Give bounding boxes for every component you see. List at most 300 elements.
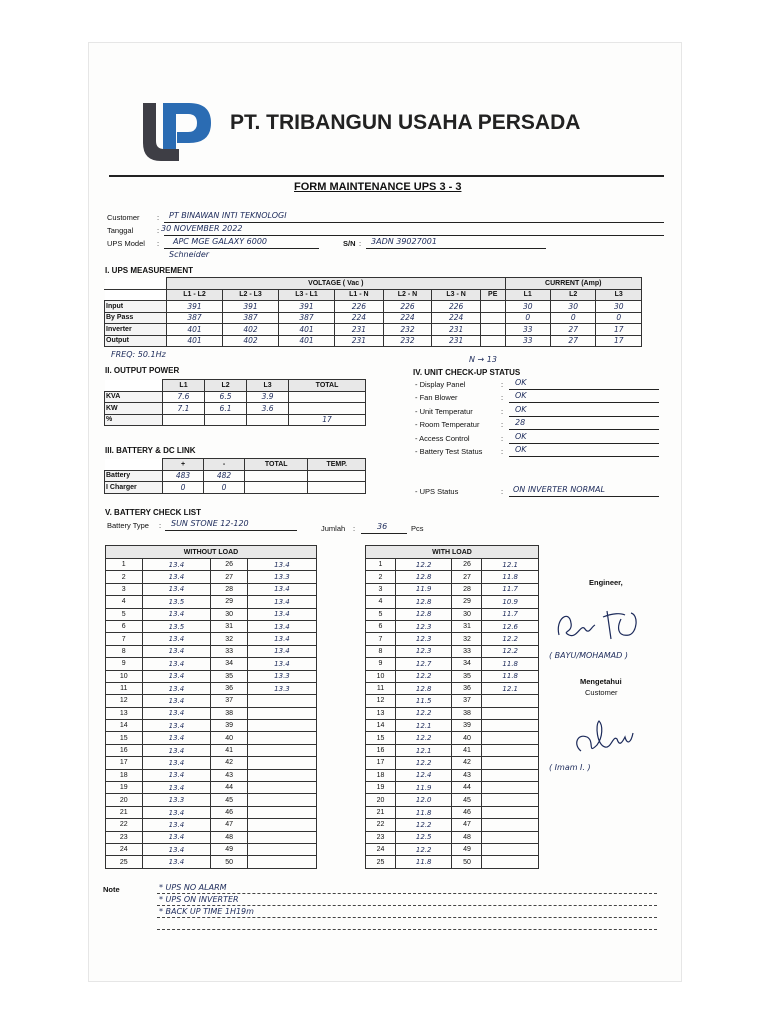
battery-number: 21 bbox=[106, 806, 143, 818]
battery-voltage: 13.4 bbox=[247, 608, 316, 620]
battery-voltage: 12.2 bbox=[395, 819, 452, 831]
check-item-label: - Display Panel bbox=[415, 380, 466, 389]
battery-number: 38 bbox=[211, 707, 248, 719]
battery-voltage bbox=[482, 806, 539, 818]
tanggal-value: 30 NOVEMBER 2022 bbox=[161, 224, 243, 233]
battery-voltage: 12.8 bbox=[395, 682, 452, 694]
measurement-value: 30 bbox=[505, 301, 550, 313]
battery-row bbox=[366, 757, 539, 769]
battery-voltage: 12.2 bbox=[395, 707, 452, 719]
neutral-note: N → 13 bbox=[469, 355, 497, 364]
battery-voltage: 11.7 bbox=[482, 583, 539, 595]
row-label: Output bbox=[105, 335, 167, 347]
form-title: FORM MAINTENANCE UPS 3 - 3 bbox=[294, 181, 462, 193]
battery-number: 7 bbox=[366, 633, 396, 645]
battery-row bbox=[366, 856, 539, 868]
battery-voltage: 12.1 bbox=[482, 559, 539, 571]
note-line bbox=[157, 929, 657, 930]
battery-voltage bbox=[247, 732, 316, 744]
ups-model-label: UPS Model bbox=[107, 239, 145, 248]
battery-voltage: 12.1 bbox=[395, 744, 452, 756]
battery-number: 2 bbox=[106, 571, 143, 583]
battery-number: 21 bbox=[366, 806, 396, 818]
output-power-row bbox=[105, 403, 366, 415]
measurement-value: 224 bbox=[383, 312, 432, 324]
battery-voltage: 13.4 bbox=[247, 583, 316, 595]
battery-number: 29 bbox=[452, 596, 482, 608]
battery-row bbox=[106, 596, 317, 608]
measurement-value: 30 bbox=[550, 301, 595, 313]
battery-number: 27 bbox=[211, 571, 248, 583]
battery-number: 11 bbox=[106, 682, 143, 694]
cell-value bbox=[245, 482, 308, 494]
battery-row bbox=[106, 695, 317, 707]
col-header: PE bbox=[480, 289, 505, 301]
battery-voltage: 12.2 bbox=[395, 757, 452, 769]
battery-number: 14 bbox=[106, 720, 143, 732]
battery-voltage: 13.4 bbox=[142, 819, 211, 831]
col-header: L3 bbox=[247, 380, 289, 392]
battery-voltage: 12.8 bbox=[395, 571, 452, 583]
battery-number: 30 bbox=[211, 608, 248, 620]
battery-number: 36 bbox=[452, 682, 482, 694]
battery-number: 35 bbox=[211, 670, 248, 682]
row-label: Input bbox=[105, 301, 167, 313]
measurement-value: 387 bbox=[223, 312, 279, 324]
check-item-value: OK bbox=[515, 378, 527, 387]
col-header: TEMP. bbox=[308, 459, 366, 471]
battery-voltage: 13.4 bbox=[247, 645, 316, 657]
col-header: L1 - L2 bbox=[167, 289, 223, 301]
battery-voltage: 13.4 bbox=[142, 633, 211, 645]
battery-number: 3 bbox=[106, 583, 143, 595]
battery-voltage: 13.4 bbox=[142, 658, 211, 670]
battery-row bbox=[106, 757, 317, 769]
battery-number: 43 bbox=[211, 769, 248, 781]
col-header: TOTAL bbox=[245, 459, 308, 471]
measurement-row bbox=[105, 301, 642, 313]
battery-row bbox=[106, 720, 317, 732]
with-load-table bbox=[365, 545, 539, 869]
battery-row bbox=[366, 782, 539, 794]
battery-number: 5 bbox=[106, 608, 143, 620]
battery-number: 22 bbox=[366, 819, 396, 831]
measurement-value: 232 bbox=[383, 335, 432, 347]
ups-model-brand: Schneider bbox=[169, 250, 210, 259]
battery-row bbox=[106, 744, 317, 756]
battery-voltage: 13.4 bbox=[142, 843, 211, 855]
measurement-value: 231 bbox=[432, 335, 481, 347]
battery-row bbox=[366, 670, 539, 682]
check-item-line bbox=[509, 446, 659, 457]
row-label: KW bbox=[105, 403, 163, 415]
note-label: Note bbox=[103, 885, 120, 894]
battery-number: 15 bbox=[106, 732, 143, 744]
jumlah-value: 36 bbox=[377, 522, 388, 531]
row-label: Battery bbox=[105, 470, 163, 482]
measurement-value: 402 bbox=[223, 324, 279, 336]
battery-number: 35 bbox=[452, 670, 482, 682]
battery-number: 13 bbox=[106, 707, 143, 719]
battery-number: 50 bbox=[211, 856, 248, 868]
battery-row bbox=[366, 658, 539, 670]
measurement-value: 226 bbox=[383, 301, 432, 313]
battery-type-value: SUN STONE 12-120 bbox=[171, 519, 249, 528]
engineer-signature bbox=[551, 605, 655, 647]
col-header: L1 bbox=[505, 289, 550, 301]
col-header: L3 - N bbox=[432, 289, 481, 301]
col-header: L1 - N bbox=[335, 289, 384, 301]
battery-row bbox=[106, 831, 317, 843]
measurement-value: 402 bbox=[223, 335, 279, 347]
measurement-row bbox=[105, 335, 642, 347]
battery-number: 30 bbox=[452, 608, 482, 620]
measurement-value: 30 bbox=[596, 301, 642, 313]
cell-value bbox=[289, 403, 366, 415]
battery-voltage: 13.4 bbox=[142, 732, 211, 744]
battery-number: 40 bbox=[211, 732, 248, 744]
battery-number: 28 bbox=[211, 583, 248, 595]
battery-number: 44 bbox=[211, 782, 248, 794]
battery-row bbox=[106, 658, 317, 670]
battery-number: 4 bbox=[106, 596, 143, 608]
battery-voltage: 13.4 bbox=[247, 620, 316, 632]
measurement-value: 0 bbox=[505, 312, 550, 324]
battery-row bbox=[366, 620, 539, 632]
battery-voltage bbox=[482, 757, 539, 769]
battery-voltage: 12.6 bbox=[482, 620, 539, 632]
battery-number: 43 bbox=[452, 769, 482, 781]
cell-value bbox=[289, 391, 366, 403]
battery-number: 18 bbox=[106, 769, 143, 781]
check-item-colon: : bbox=[501, 433, 504, 443]
battery-voltage: 12.1 bbox=[482, 682, 539, 694]
battery-voltage: 13.4 bbox=[142, 769, 211, 781]
battery-row bbox=[106, 608, 317, 620]
battery-voltage: 11.8 bbox=[395, 806, 452, 818]
battery-number: 25 bbox=[106, 856, 143, 868]
battery-number: 29 bbox=[211, 596, 248, 608]
note-line bbox=[157, 917, 657, 918]
battery-row bbox=[106, 843, 317, 855]
battery-dc-title: III. BATTERY & DC LINK bbox=[105, 446, 196, 455]
battery-row bbox=[366, 769, 539, 781]
engineer-label: Engineer, bbox=[589, 578, 623, 587]
battery-number: 42 bbox=[211, 757, 248, 769]
form-sheet: PT. TRIBANGUN USAHA PERSADA FORM MAINTENANCE UPS 3 - 3 Customer : PT BINAWAN INTI TEKNOLOGI Tanggal : 30 NOVEMBER 2022 UPS Model : APC MGE GALAXY 6000 Schneider S/N : 3ADN 39027001 I. UPS MEASUREMENT VOLTAGE ( Vac ) CURRENT (Amp) L1 - L2 L2 - L3 L3 - L1 L1 - N L2 - N L3 - N PE L1 L2 L3 Input 391 391 391 226 226 226 30 30 30 By Pass 387 387 387 224 224 224 0 0 0 Inverter 401 402 401 231 232 231 33 27 17 Output 401 402 401 231 232 231 33 27 17 FREQ: 50.1Hz N → 13 II. OUTPUT POWER L1 L2 L3 TOTAL KVA 7.6 6.5 3.9 KW 7.1 6.1 3.6 % 17 III. BATTERY & DC LINK + - TOTAL TEMP. Battery 483 482 I Charger 0 0 IV. UNIT CHECK-UP STATUS - Display Panel : OK - Fan Blower : OK - Unit Temperatur : OK - Room Temperatur : 28 - Access Control : OK - Battery Test Status : OK - UPS Status : ON INVERTER NORMAL V. BATTERY CHECK LIST Battery Type : SUN STONE 12-120 Jumlah : 36 Pcs WITHOUT LOAD 1 13.4 26 13.4 2 13.4 27 13.3 3 13.4 28 13.4 4 13.5 29 13.4 5 13.4 30 13.4 6 13.5 31 13.4 7 13.4 32 13.4 8 13.4 33 13.4 9 13.4 34 13.4 10 13.4 35 13.3 11 13.4 36 13.3 12 13.4 37 13 13.4 38 14 13.4 39 15 13.4 40 16 13.4 41 17 13.4 42 18 13.4 43 19 13.4 44 20 13.3 45 21 13.4 46 22 13.4 47 23 13.4 48 24 13.4 49 25 13.4 50 WITH LOAD 1 12.2 26 12.1 2 12.8 27 11.8 3 11.9 28 11.7 4 12.8 29 10.9 5 12.8 30 11.7 6 12.3 31 12.6 7 12.3 32 12.2 8 12.3 33 12.2 9 12.7 34 11.8 10 12.2 35 11.8 11 12.8 36 12.1 12 11.5 37 13 12.2 38 14 12.1 39 15 12.2 40 16 12.1 41 17 12.2 42 18 12.4 43 19 11.9 44 20 12.0 45 21 11.8 46 22 12.2 47 23 12.5 48 24 12.2 49 25 11.8 50 Engineer, ( BAYU/MOHAMAD ) Mengetahui Customer ( Imam I. ) Note * UPS NO ALARM * UPS ON INVERTER * BACK UP TIME 1H19m bbox=[88, 42, 682, 982]
battery-voltage: 11.8 bbox=[482, 658, 539, 670]
battery-voltage bbox=[482, 769, 539, 781]
battery-number: 15 bbox=[366, 732, 396, 744]
battery-voltage bbox=[247, 856, 316, 868]
check-item-value: OK bbox=[515, 404, 527, 414]
battery-number: 24 bbox=[106, 843, 143, 855]
cell-value: 3.9 bbox=[247, 391, 289, 403]
col-header: + bbox=[163, 459, 204, 471]
measurement-value: 391 bbox=[279, 301, 335, 313]
col-header: TOTAL bbox=[289, 380, 366, 392]
battery-number: 33 bbox=[452, 645, 482, 657]
battery-number: 8 bbox=[106, 645, 143, 657]
battery-voltage: 13.4 bbox=[247, 658, 316, 670]
check-item-value: OK bbox=[515, 431, 527, 441]
battery-number: 3 bbox=[366, 583, 396, 595]
battery-voltage bbox=[247, 720, 316, 732]
row-label: I Charger bbox=[105, 482, 163, 494]
measurement-row bbox=[105, 324, 642, 336]
battery-voltage: 12.1 bbox=[395, 720, 452, 732]
measurement-value: 226 bbox=[432, 301, 481, 313]
measurement-value: 0 bbox=[596, 312, 642, 324]
battery-row bbox=[366, 831, 539, 843]
battery-voltage: 12.2 bbox=[395, 843, 452, 855]
battery-voltage: 13.4 bbox=[142, 559, 211, 571]
battery-voltage: 13.4 bbox=[247, 633, 316, 645]
col-header: L3 bbox=[596, 289, 642, 301]
row-label: % bbox=[105, 414, 163, 426]
battery-voltage: 12.3 bbox=[395, 633, 452, 645]
col-header: L2 - N bbox=[383, 289, 432, 301]
sn-label: S/N bbox=[343, 239, 356, 248]
battery-voltage bbox=[247, 757, 316, 769]
battery-number: 32 bbox=[211, 633, 248, 645]
measurement-value bbox=[480, 301, 505, 313]
cell-value: 0 bbox=[163, 482, 204, 494]
battery-number: 23 bbox=[106, 831, 143, 843]
battery-number: 19 bbox=[106, 782, 143, 794]
battery-number: 49 bbox=[452, 843, 482, 855]
battery-row bbox=[366, 720, 539, 732]
battery-number: 20 bbox=[106, 794, 143, 806]
battery-row bbox=[366, 608, 539, 620]
measurement-value: 401 bbox=[279, 335, 335, 347]
battery-voltage bbox=[482, 856, 539, 868]
battery-voltage bbox=[247, 794, 316, 806]
measurement-value: 231 bbox=[432, 324, 481, 336]
battery-voltage: 13.4 bbox=[142, 583, 211, 595]
cell-value: 7.6 bbox=[163, 391, 205, 403]
battery-number: 23 bbox=[366, 831, 396, 843]
measurement-value: 401 bbox=[167, 335, 223, 347]
battery-number: 6 bbox=[106, 620, 143, 632]
battery-voltage: 12.0 bbox=[395, 794, 452, 806]
battery-row bbox=[106, 559, 317, 571]
battery-voltage: 12.2 bbox=[395, 732, 452, 744]
battery-number: 17 bbox=[366, 757, 396, 769]
engineer-name: ( BAYU/MOHAMAD ) bbox=[549, 651, 628, 660]
battery-voltage: 13.4 bbox=[142, 831, 211, 843]
battery-row bbox=[366, 633, 539, 645]
battery-number: 46 bbox=[211, 806, 248, 818]
battery-voltage bbox=[247, 831, 316, 843]
battery-voltage: 13.4 bbox=[142, 571, 211, 583]
check-item-label: - Access Control bbox=[415, 433, 470, 443]
battery-number: 17 bbox=[106, 757, 143, 769]
battery-voltage bbox=[482, 732, 539, 744]
battery-row bbox=[366, 744, 539, 756]
battery-row bbox=[106, 682, 317, 694]
battery-voltage: 13.4 bbox=[142, 707, 211, 719]
battery-row bbox=[366, 645, 539, 657]
battery-voltage: 11.9 bbox=[395, 782, 452, 794]
ups-status-label: - UPS Status bbox=[415, 487, 459, 496]
battery-number: 49 bbox=[211, 843, 248, 855]
battery-number: 27 bbox=[452, 571, 482, 583]
battery-number: 26 bbox=[452, 559, 482, 571]
battery-number: 8 bbox=[366, 645, 396, 657]
battery-voltage: 13.4 bbox=[142, 757, 211, 769]
battery-number: 31 bbox=[211, 620, 248, 632]
battery-number: 20 bbox=[366, 794, 396, 806]
voltage-header: VOLTAGE ( Vac ) bbox=[167, 278, 506, 290]
battery-number: 45 bbox=[452, 794, 482, 806]
battery-row bbox=[106, 732, 317, 744]
battery-number: 2 bbox=[366, 571, 396, 583]
battery-number: 4 bbox=[366, 596, 396, 608]
battery-voltage bbox=[247, 843, 316, 855]
ups-measurement-table bbox=[104, 277, 642, 347]
check-item-colon: : bbox=[501, 393, 504, 403]
battery-number: 13 bbox=[366, 707, 396, 719]
battery-number: 12 bbox=[366, 695, 396, 707]
output-power-row bbox=[105, 414, 366, 426]
battery-number: 10 bbox=[106, 670, 143, 682]
battery-voltage: 12.3 bbox=[395, 645, 452, 657]
battery-voltage: 12.8 bbox=[395, 596, 452, 608]
cell-value: 6.1 bbox=[205, 403, 247, 415]
measurement-value: 387 bbox=[279, 312, 335, 324]
battery-voltage: 12.8 bbox=[395, 608, 452, 620]
check-item-line bbox=[509, 433, 659, 444]
measurement-value: 33 bbox=[505, 324, 550, 336]
battery-number: 33 bbox=[211, 645, 248, 657]
ups-model-value: APC MGE GALAXY 6000 bbox=[173, 237, 267, 246]
battery-number: 9 bbox=[106, 658, 143, 670]
company-name: PT. TRIBANGUN USAHA PERSADA bbox=[230, 111, 581, 134]
battery-row bbox=[106, 620, 317, 632]
battery-number: 37 bbox=[211, 695, 248, 707]
battery-voltage: 13.4 bbox=[142, 645, 211, 657]
battery-number: 47 bbox=[211, 819, 248, 831]
cell-value bbox=[308, 470, 366, 482]
battery-voltage: 13.4 bbox=[142, 720, 211, 732]
battery-number: 5 bbox=[366, 608, 396, 620]
battery-number: 19 bbox=[366, 782, 396, 794]
company-logo bbox=[139, 101, 215, 163]
battery-number: 32 bbox=[452, 633, 482, 645]
battery-voltage: 12.2 bbox=[395, 670, 452, 682]
check-item-value: OK bbox=[515, 445, 527, 454]
battery-voltage bbox=[482, 707, 539, 719]
without-load-title: WITHOUT LOAD bbox=[106, 546, 317, 559]
battery-voltage: 13.5 bbox=[142, 620, 211, 632]
battery-number: 39 bbox=[211, 720, 248, 732]
battery-row bbox=[106, 806, 317, 818]
battery-number: 50 bbox=[452, 856, 482, 868]
battery-row bbox=[366, 819, 539, 831]
battery-voltage bbox=[482, 819, 539, 831]
battery-row bbox=[106, 856, 317, 868]
battery-row bbox=[106, 707, 317, 719]
measurement-value: 224 bbox=[432, 312, 481, 324]
battery-number: 1 bbox=[366, 559, 396, 571]
measurement-value bbox=[480, 324, 505, 336]
cell-value bbox=[247, 414, 289, 426]
customer-sign-name: ( Imam I. ) bbox=[549, 763, 591, 772]
battery-voltage: 11.8 bbox=[482, 571, 539, 583]
battery-dc-table bbox=[104, 458, 366, 494]
battery-voltage: 13.4 bbox=[142, 695, 211, 707]
row-label: KVA bbox=[105, 391, 163, 403]
battery-voltage: 12.4 bbox=[395, 769, 452, 781]
battery-voltage: 12.3 bbox=[395, 620, 452, 632]
note-line bbox=[157, 893, 657, 894]
check-item-colon: : bbox=[501, 447, 504, 456]
battery-voltage bbox=[247, 744, 316, 756]
battery-row bbox=[106, 571, 317, 583]
measurement-value: 401 bbox=[167, 324, 223, 336]
battery-voltage: 12.2 bbox=[482, 645, 539, 657]
check-item-value: 28 bbox=[515, 418, 526, 428]
battery-number: 37 bbox=[452, 695, 482, 707]
battery-number: 10 bbox=[366, 670, 396, 682]
battery-voltage bbox=[482, 695, 539, 707]
battery-voltage: 12.2 bbox=[482, 633, 539, 645]
with-load-title: WITH LOAD bbox=[366, 546, 539, 559]
without-load-table bbox=[105, 545, 317, 869]
jumlah-label: Jumlah bbox=[321, 524, 346, 533]
battery-number: 14 bbox=[366, 720, 396, 732]
battery-row bbox=[106, 645, 317, 657]
measurement-value: 27 bbox=[550, 324, 595, 336]
battery-voltage: 12.5 bbox=[395, 831, 452, 843]
battery-voltage: 13.4 bbox=[142, 670, 211, 682]
battery-number: 6 bbox=[366, 620, 396, 632]
battery-number: 46 bbox=[452, 806, 482, 818]
check-item-label: - Fan Blower bbox=[415, 393, 458, 403]
note-line bbox=[157, 905, 657, 906]
battery-number: 48 bbox=[211, 831, 248, 843]
battery-row bbox=[366, 843, 539, 855]
col-header: L2 - L3 bbox=[223, 289, 279, 301]
battery-voltage bbox=[482, 744, 539, 756]
battery-row bbox=[106, 633, 317, 645]
measurement-value: 226 bbox=[335, 301, 384, 313]
battery-voltage: 13.4 bbox=[142, 608, 211, 620]
measurement-value: 387 bbox=[167, 312, 223, 324]
battery-voltage: 12.7 bbox=[395, 658, 452, 670]
battery-voltage: 13.4 bbox=[142, 856, 211, 868]
battery-number: 34 bbox=[211, 658, 248, 670]
battery-row bbox=[106, 782, 317, 794]
battery-voltage bbox=[482, 782, 539, 794]
col-header: L3 - L1 bbox=[279, 289, 335, 301]
battery-row bbox=[366, 596, 539, 608]
battery-number: 9 bbox=[366, 658, 396, 670]
check-item-line bbox=[509, 419, 659, 430]
row-label: By Pass bbox=[105, 312, 167, 324]
battery-row bbox=[366, 571, 539, 583]
cell-value: 0 bbox=[204, 482, 245, 494]
battery-voltage: 13.3 bbox=[142, 794, 211, 806]
battery-number: 31 bbox=[452, 620, 482, 632]
measurement-value: 231 bbox=[335, 335, 384, 347]
battery-number: 12 bbox=[106, 695, 143, 707]
battery-voltage: 13.4 bbox=[142, 806, 211, 818]
check-item-colon: : bbox=[501, 420, 504, 430]
check-item-line bbox=[509, 392, 659, 403]
battery-voltage bbox=[247, 819, 316, 831]
